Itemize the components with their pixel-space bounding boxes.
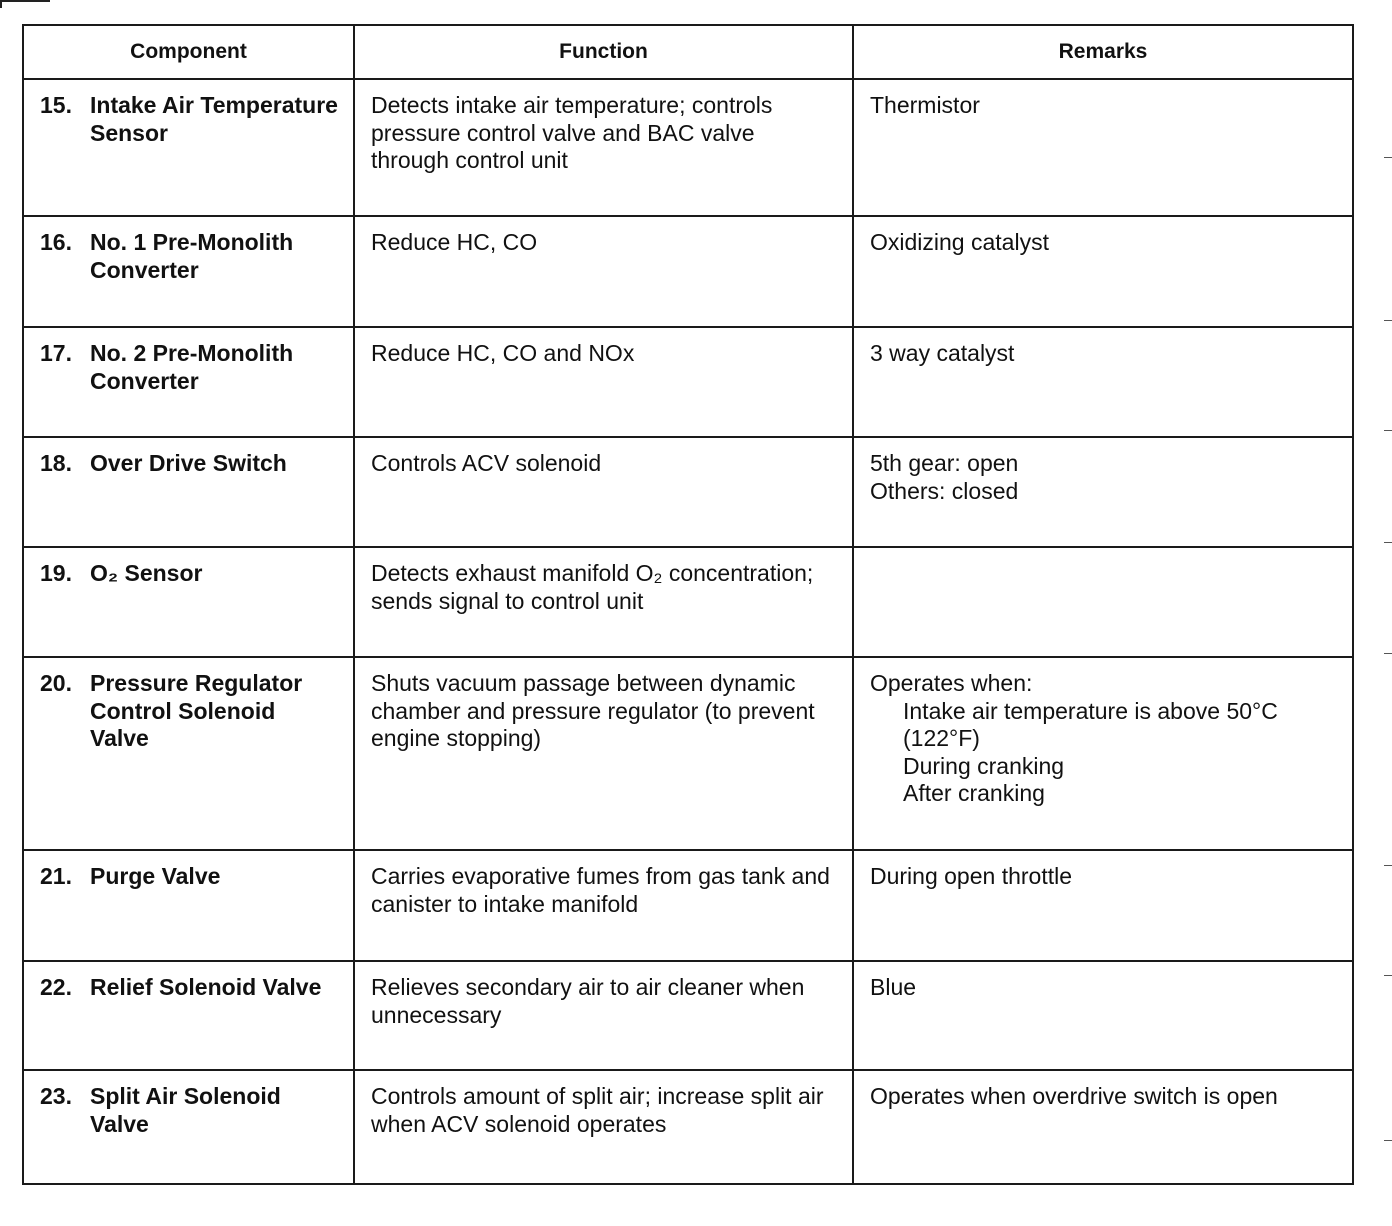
function-cell: Reduce HC, CO xyxy=(354,216,853,327)
table-row xyxy=(23,327,1353,437)
component-cell xyxy=(23,547,354,657)
margin-tick xyxy=(1384,865,1392,866)
remarks-cell xyxy=(853,216,1353,327)
remark-indented-line: During cranking xyxy=(903,752,1065,779)
corner-crop-mark xyxy=(0,0,50,8)
function-cell: Relieves secondary air to air cleaner when unnecessary xyxy=(354,961,853,1070)
margin-tick xyxy=(1384,430,1392,431)
component-name: Purge Valve xyxy=(90,863,221,889)
margin-tick xyxy=(1384,975,1392,976)
remark-indented-line: Intake air temperature is above 50°C (122°F) xyxy=(903,697,1278,751)
table-row xyxy=(23,961,1353,1070)
component-name: Over Drive Switch xyxy=(90,450,287,476)
table-row xyxy=(23,1070,1353,1184)
margin-tick xyxy=(1384,1140,1392,1141)
table-row xyxy=(23,216,1353,327)
component-function-table xyxy=(22,24,1354,1185)
remarks-cell xyxy=(853,1070,1353,1184)
component-number: 16. xyxy=(40,229,72,255)
component-cell xyxy=(23,961,354,1070)
component-number: 21. xyxy=(40,863,72,889)
component-name: O₂ Sensor xyxy=(90,560,203,586)
remarks-cell xyxy=(853,961,1353,1070)
remark-line: 5th gear: open xyxy=(870,450,1019,476)
component-name: No. 2 Pre-Monolith Converter xyxy=(90,340,294,394)
remark-line: During open throttle xyxy=(870,863,1073,889)
component-cell xyxy=(23,657,354,850)
header-component: Component xyxy=(23,25,354,79)
component-name: Pressure Regulator Control Solenoid Valve xyxy=(90,670,303,751)
margin-tick xyxy=(1384,320,1392,321)
table-body xyxy=(23,79,1353,1184)
remarks-cell xyxy=(853,547,1353,657)
table-row xyxy=(23,79,1353,216)
remarks-cell xyxy=(853,327,1353,437)
component-name: No. 1 Pre-Monolith Converter xyxy=(90,229,294,283)
component-cell xyxy=(23,437,354,547)
remark-line: Blue xyxy=(870,974,917,1000)
remark-line: Oxidizing catalyst xyxy=(870,229,1049,255)
table-header-row xyxy=(23,25,1353,79)
remarks-cell xyxy=(853,437,1353,547)
margin-tick xyxy=(1384,542,1392,543)
header-remarks: Remarks xyxy=(853,25,1353,79)
margin-tick xyxy=(1384,653,1392,654)
component-name: Split Air Solenoid Valve xyxy=(90,1083,281,1137)
header-function: Function xyxy=(354,25,853,79)
function-cell: Controls ACV solenoid xyxy=(354,437,853,547)
remarks-cell xyxy=(853,657,1353,850)
component-name: Relief Solenoid Valve xyxy=(90,974,322,1000)
function-cell: Carries evaporative fumes from gas tank and canister to intake manifold xyxy=(354,850,853,961)
component-number: 20. xyxy=(40,670,72,696)
remark-line: 3 way catalyst xyxy=(870,340,1015,366)
component-number: 19. xyxy=(40,560,72,586)
component-number: 23. xyxy=(40,1083,72,1109)
remarks-cell xyxy=(853,850,1353,961)
component-cell xyxy=(23,79,354,216)
remark-line: Thermistor xyxy=(870,92,980,118)
function-cell: Controls amount of split air; increase split air when ACV solenoid operates xyxy=(354,1070,853,1184)
component-cell xyxy=(23,1070,354,1184)
remark-indented-line: After cranking xyxy=(903,780,1045,806)
component-cell xyxy=(23,216,354,327)
remark-line: Others: closed xyxy=(870,477,1019,504)
function-cell: Detects intake air temperature; controls pressure control valve and BAC valve through control unit xyxy=(354,79,853,216)
remarks-cell xyxy=(853,79,1353,216)
function-cell: Reduce HC, CO and NOx xyxy=(354,327,853,437)
table-row xyxy=(23,657,1353,850)
margin-tick xyxy=(1384,157,1392,158)
component-number: 18. xyxy=(40,450,72,476)
component-number: 22. xyxy=(40,974,72,1000)
component-name: Intake Air Temperature Sensor xyxy=(90,92,338,146)
component-number: 15. xyxy=(40,92,72,118)
component-cell xyxy=(23,327,354,437)
remark-line: Operates when overdrive switch is open xyxy=(870,1083,1278,1109)
function-cell: Detects exhaust manifold O₂ concentration; sends signal to control unit xyxy=(354,547,853,657)
table-row xyxy=(23,850,1353,961)
component-number: 17. xyxy=(40,340,72,366)
table-row xyxy=(23,547,1353,657)
table-row xyxy=(23,437,1353,547)
function-cell: Shuts vacuum passage between dynamic chamber and pressure regulator (to prevent engine stopping) xyxy=(354,657,853,850)
component-cell xyxy=(23,850,354,961)
remark-line: Operates when: xyxy=(870,670,1033,696)
